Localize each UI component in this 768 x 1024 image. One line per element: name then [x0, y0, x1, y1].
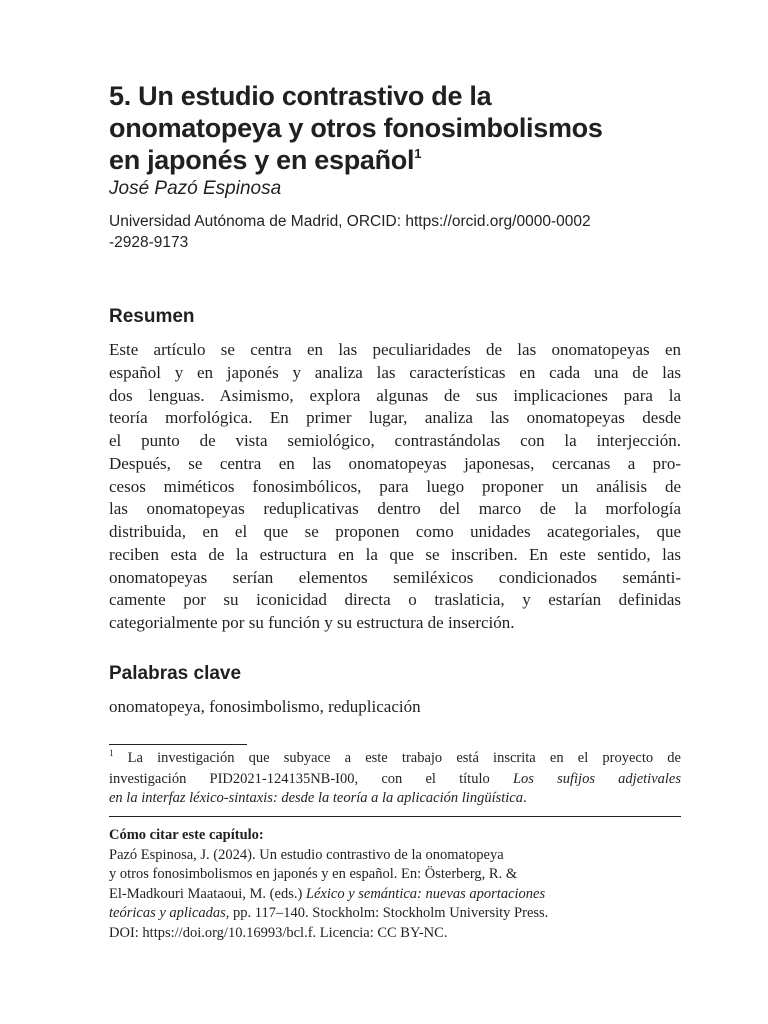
citation-text: , pp. 117–140. Stockholm: Stockholm University Press. [225, 905, 549, 921]
citation-book-title: teóricas y aplicadas [109, 905, 226, 921]
title-footnote-mark[interactable]: 1 [414, 146, 422, 161]
abstract-heading: Resumen [109, 306, 195, 327]
citation-heading: Cómo citar este capítulo: [109, 827, 264, 843]
citation-text: El-Madkouri Maataoui, M. (eds.) [109, 885, 306, 902]
abstract-line: cesos miméticos fonosimbólicos, para luego proponer un análisis de [109, 476, 681, 496]
abstract-body [109, 339, 681, 635]
abstract-line: el punto de vista semiológico, contrastándolas con la interjección. [109, 431, 681, 450]
footnote-text: . [523, 790, 527, 806]
abstract-line: español y en japonés y analiza las características en cada una de las [109, 362, 681, 382]
keywords-heading: Palabras clave [109, 663, 242, 684]
citation-line: Pazó Espinosa, J. (2024). Un estudio contrastivo de la onomatopeya [109, 846, 504, 863]
abstract-line: Este artículo se centra en las peculiaridades de las onomatopeyas en [109, 340, 681, 359]
citation-divider [109, 816, 681, 817]
footnote-line [109, 789, 681, 809]
footnote-line [109, 749, 681, 770]
title-line [109, 144, 681, 181]
citation-line: y otros fonosimbolismos en japonés y en español. En: Österberg, R. & [109, 866, 518, 882]
footnote-book-title: Los sufijos adjetivales [512, 770, 681, 787]
footnote-divider [109, 744, 247, 745]
chapter-title [109, 80, 681, 181]
abstract-line: camente por su iconicidad directa o traslaticia, y estarían definidas [109, 590, 681, 610]
abstract-line: las onomatopeyas reduplicativas dentro del marco de la morfología [109, 499, 681, 519]
affiliation-line[interactable]: Universidad Autónoma de Madrid, ORCID: https://orcid.org/0000-0002 [109, 213, 591, 230]
citation-line [109, 885, 681, 905]
title-line: onomatopeya y otros fonosimbolismos [109, 113, 603, 143]
footnote-text: La investigación que subyace a este trabajo está inscrita en el proyecto de [113, 750, 681, 766]
abstract-line: categorialmente por su función y su estructura de inserción. [109, 613, 515, 632]
footnote [109, 749, 681, 809]
abstract-line: onomatopeyas serían elementos semiléxicos condicionados semánti- [109, 567, 681, 587]
abstract-line: reciben esta de la estructura en la que se inscriben. En este sentido, las [109, 544, 681, 564]
abstract-line: Después, se centra en las onomatopeyas japonesas, cercanas a pro- [109, 453, 681, 473]
abstract-line: dos lenguas. Asimismo, explora algunas de sus implicaciones para la [109, 385, 681, 405]
affiliation-line[interactable]: -2928-9173 [109, 234, 189, 251]
citation-line [109, 904, 681, 924]
abstract-line: teoría morfológica. En primer lugar, analiza las onomatopeyas desde [109, 408, 681, 428]
citation-book-title: Léxico y semántica: nuevas aportaciones [305, 885, 546, 902]
affiliation [109, 211, 681, 253]
author-name: José Pazó Espinosa [109, 178, 282, 199]
footnote-text: investigación PID2021-124135NB-I00, con el título [109, 770, 513, 787]
abstract-line: distribuida, en el que se proponen como unidades acategoriales, que [109, 522, 681, 541]
citation-block [109, 826, 681, 943]
footnote-line [109, 770, 681, 790]
citation-doi-line[interactable]: DOI: https://doi.org/10.16993/bcl.f. Licencia: CC BY-NC. [109, 924, 448, 941]
title-line-text: en japonés y en español [109, 145, 415, 175]
title-line: 5. Un estudio contrastivo de la [109, 81, 492, 111]
footnote-mark: 1 [109, 748, 114, 758]
footnote-book-title: en la interfaz léxico-sintaxis: desde la teoría a la aplicación lingüística [109, 790, 523, 806]
keywords-list: onomatopeya, fonosimbolismo, reduplicación [109, 697, 421, 716]
